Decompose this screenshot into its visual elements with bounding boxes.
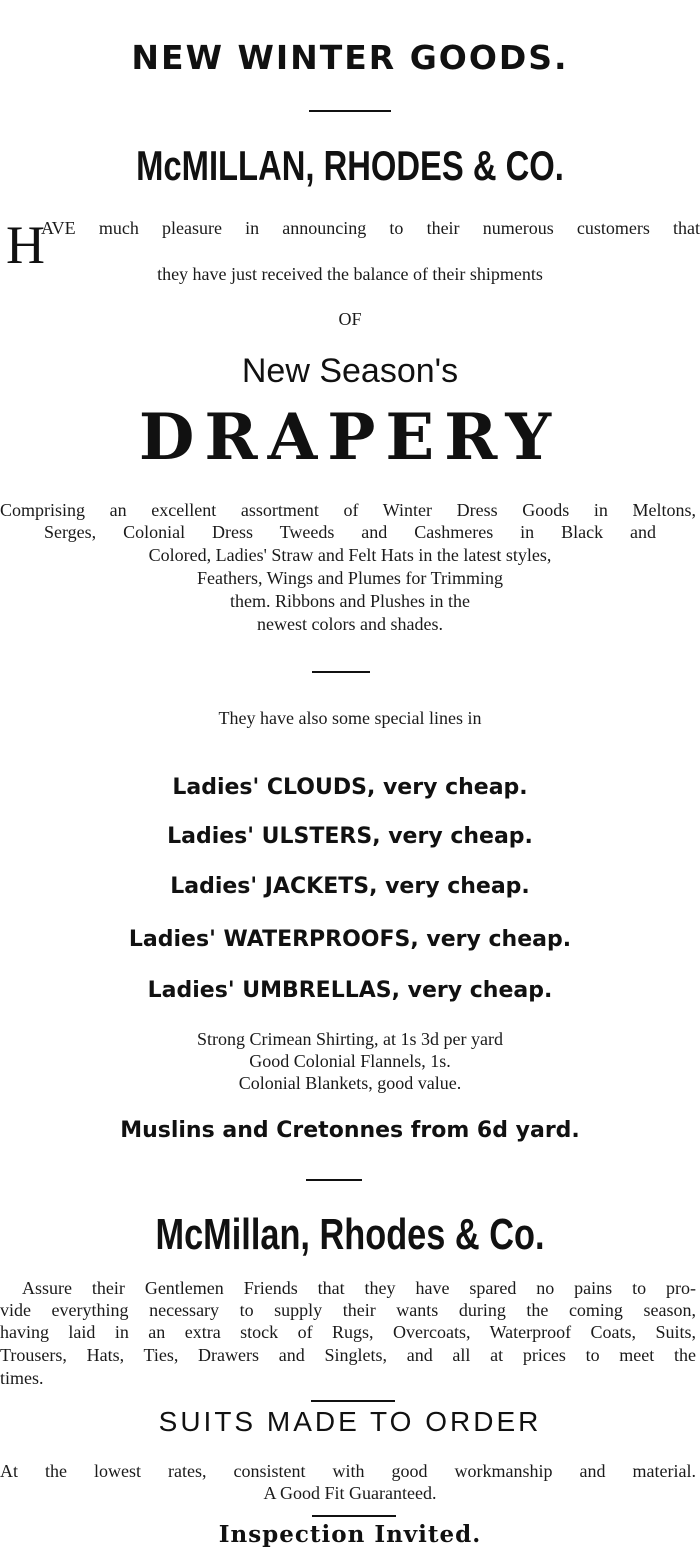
- divider-rule-2: [312, 671, 370, 673]
- rates-line-2: A Good Fit Guaranteed.: [263, 1483, 437, 1503]
- special-line-clouds: Ladies' CLOUDS, very cheap.: [172, 775, 528, 800]
- divider-rule-3: [306, 1179, 362, 1181]
- firm-name-caps: McMILLAN, RHODES & CO.: [136, 142, 564, 189]
- description-line-6: newest colors and shades.: [257, 614, 443, 634]
- intro-line-1: AVE much pleasure in announcing to their numerous customers that: [41, 218, 700, 238]
- main-heading: DRAPERY: [138, 400, 562, 475]
- gentlemen-line-4: Trousers, Hats, Ties, Drawers and Singlets, and all at prices to meet the: [0, 1345, 696, 1365]
- price-line-shirting: Strong Crimean Shirting, at 1s 3d per yard: [197, 1029, 503, 1049]
- intro-line-3: OF: [338, 309, 362, 329]
- special-line-jackets: Ladies' JACKETS, very cheap.: [170, 874, 530, 899]
- suits-heading: SUITS MADE TO ORDER: [158, 1406, 542, 1437]
- headline: NEW WINTER GOODS.: [131, 38, 569, 77]
- description-line-3: Colored, Ladies' Straw and Felt Hats in the latest styles,: [148, 545, 552, 565]
- description-line-2: Serges, Colonial Dress Tweeds and Cashmeres in Black and: [44, 522, 656, 542]
- special-line-umbrellas: Ladies' UMBRELLAS, very cheap.: [147, 978, 553, 1003]
- divider-rule-1: [309, 110, 391, 112]
- closing-line: Inspection Invited.: [218, 1521, 482, 1548]
- gentlemen-line-3: having laid in an extra stock of Rugs, Overcoats, Waterproof Coats, Suits,: [0, 1322, 696, 1342]
- muslins-line: Muslins and Cretonnes from 6d yard.: [120, 1118, 580, 1143]
- gentlemen-line-5: times.: [0, 1368, 44, 1388]
- description-line-1: Comprising an excellent assortment of Winter Dress Goods in Meltons,: [0, 500, 696, 520]
- special-line-ulsters: Ladies' ULSTERS, very cheap.: [167, 824, 533, 849]
- special-line-waterproofs: Ladies' WATERPROOFS, very cheap.: [128, 927, 572, 952]
- description-line-5: them. Ribbons and Plushes in the: [230, 591, 470, 611]
- divider-rule-5: [312, 1515, 396, 1517]
- gentlemen-line-2: vide everything necessary to supply their wants during the coming season,: [0, 1300, 696, 1320]
- price-line-blankets: Colonial Blankets, good value.: [238, 1073, 462, 1093]
- firm-name-mixed: McMillan, Rhodes & Co.: [155, 1210, 545, 1259]
- season-heading: New Season's: [241, 352, 459, 390]
- gentlemen-line-1: Assure their Gentlemen Friends that they have spared no pains to pro-: [22, 1278, 696, 1298]
- divider-rule-4: [311, 1400, 395, 1402]
- rates-line-1: At the lowest rates, consistent with good workmanship and material.: [0, 1461, 696, 1481]
- description-line-4: Feathers, Wings and Plumes for Trimming: [197, 568, 503, 588]
- drop-cap: H: [6, 215, 45, 275]
- special-intro: They have also some special lines in: [218, 708, 482, 728]
- intro-line-2: they have just received the balance of their shipments: [157, 264, 543, 284]
- price-line-flannels: Good Colonial Flannels, 1s.: [249, 1051, 451, 1071]
